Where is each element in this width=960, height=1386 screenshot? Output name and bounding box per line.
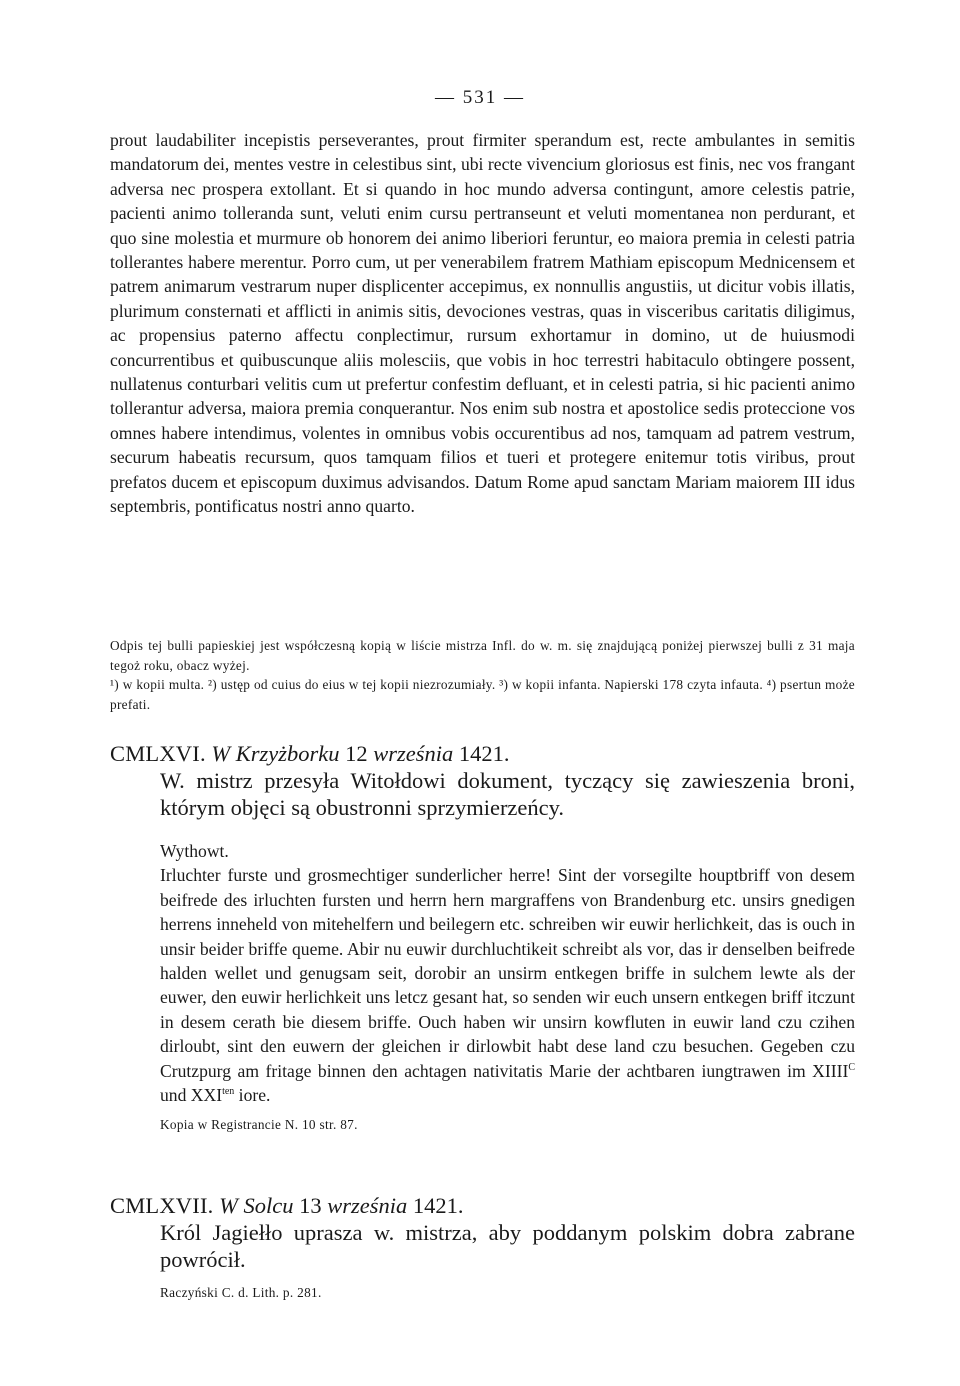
document-place: W Krzyżborku [211,741,340,766]
page-number: — 531 — [435,87,525,108]
document-text: Irluchter furste und grosmechtiger sunderlicher herre! Sint der vorsegilte houptbriff von desem beifrede des irluchten fursten und herrn hern margraffens von Brandenburg etc. unsirs gnedigen herrens inneheld von mitehelfern und beilegern etc. schreiben wir euwir herlichkeit, das is ouch in unsir beider briffe queme. Abir nu euwir durchluchtikeit schreibt als vor, das ir denselben beifrede halden wellet und genugsam seit, dorobir an unsirm entkegen briffe in sulchem lewte als der euwer, den euwir herlichkeit uns letcz gesant hat, so senden wir euch unsern entkegen briff itczunt in desem cerath bie diesem briffe. Ouch haben wir unsirn kowfluten in euwir land czu czihen dirloubt, sint den euwern der gleichen ir dirlowbit habt dese land czu besuchen. Gegeben czu Crutzpurg am fritage binnen den achtagen nativitatis Marie der achtbaren iungtrawen im $XIIII^C$ und $XXI^{ten}$ iore. [160,865,855,1106]
letter-paragraph: prout laudabiliter incepistis perseverantes, prout firmiter sperandum est, recte ambulantes in semitis mandatorum dei, mentes vestre in celestibus sint, ubi recte vivencium gloriosus est finis, nec vos frangant adversa nec prospera extollant. Et si quando in hoc mundo adversa contingunt, amore celestis patrie, pacienti animo tolleranda sunt, veluti enim cursu pertranseunt et veluti momentanea non perdurant, et quo sine molestia et murmure ob honorem dei animo liberiori feruntur, eo maiora premia in celesti patria tollerantes habere merentur. Porro cum, ut per venerabilem fratrem Mathiam episcopum Mednicensem et patrem animarum vestrarum nuper displicenter accepimus, ex nonnullis angustiis, ut dicitur vobis illatis, plurimum consternati et afflicti in animis sitis, devociones vestras, quas in visceribus caritatis diligimus, ac propensius paterno affectu conplectimur, rursum exhortamur in domino, ut de huiusmodi concurrentibus et quibuscunque aliis molesciis, que vobis in hoc terrestri habitaculo obtingere possent, nullatenus conturbari velitis cum ut prefertur confestim defluant, et in celesti patria, si hic pacienti animo tollerantur adversa, maiora premia conquerantur. Nos enim sub nostra et apostolice sedis proteccione vos omnes habere intendimus, volentes in omnibus vobis occurentibus ad nos, tamquam ad patrem vestrum, securum habeatis recursum, quos tamquam filios et tueri et protegere enitemur totis viribus, prout prefatos ducem et episcopum duximus advisandos. Datum Rome apud sanctam Mariam maiorem III idus septembris, pontificatus nostri anno quarto. [110,130,855,517]
document-day: 12 [345,741,368,766]
document-body [110,839,855,1107]
document-month: września [327,1193,408,1218]
document-number: CMLXVII. [110,1193,214,1218]
document-year: 1421. [458,741,510,766]
document-summary: Król Jagiełło uprasza w. mistrza, aby poddanym polskim dobra zabrane powrócił. [160,1220,855,1272]
document-day: 13 [299,1193,322,1218]
document-year: 1421. [412,1193,464,1218]
editorial-note [110,636,855,714]
document-heading [110,1192,855,1219]
source-note: Odpis tej bulli papieskiej jest współczesną kopią w liście mistrza Infl. do w. m. się znajdującą poniżej pierwszej bulli z 31 maja tegoż roku, obacz wyżej. [110,638,855,673]
document-source: Raczyński C. d. Lith. p. 281. [160,1285,322,1300]
salutation: Wythowt. [160,841,229,861]
letter-continuation [110,128,855,519]
document-966 [110,740,855,1135]
document-number: CMLXVI. [110,741,206,766]
document-967 [110,1192,855,1303]
document-heading [110,740,855,767]
document-month: września [373,741,454,766]
document-place: W Solcu [219,1193,294,1218]
document-source: Kopia w Registrancie N. 10 str. 87. [160,1117,358,1133]
document-summary: W. mistrz przesyła Witołdowi dokument, tyczący się zawieszenia broni, którym objęci są obustronni sprzymierzeńcy. [160,768,855,820]
footnotes: ¹) w kopii multa. ²) ustęp od cuius do eius w tej kopii niezrozumiały. ³) w kopii infanta. Napierski 178 czyta infauta. ⁴) psertun może prefati. [110,677,855,712]
